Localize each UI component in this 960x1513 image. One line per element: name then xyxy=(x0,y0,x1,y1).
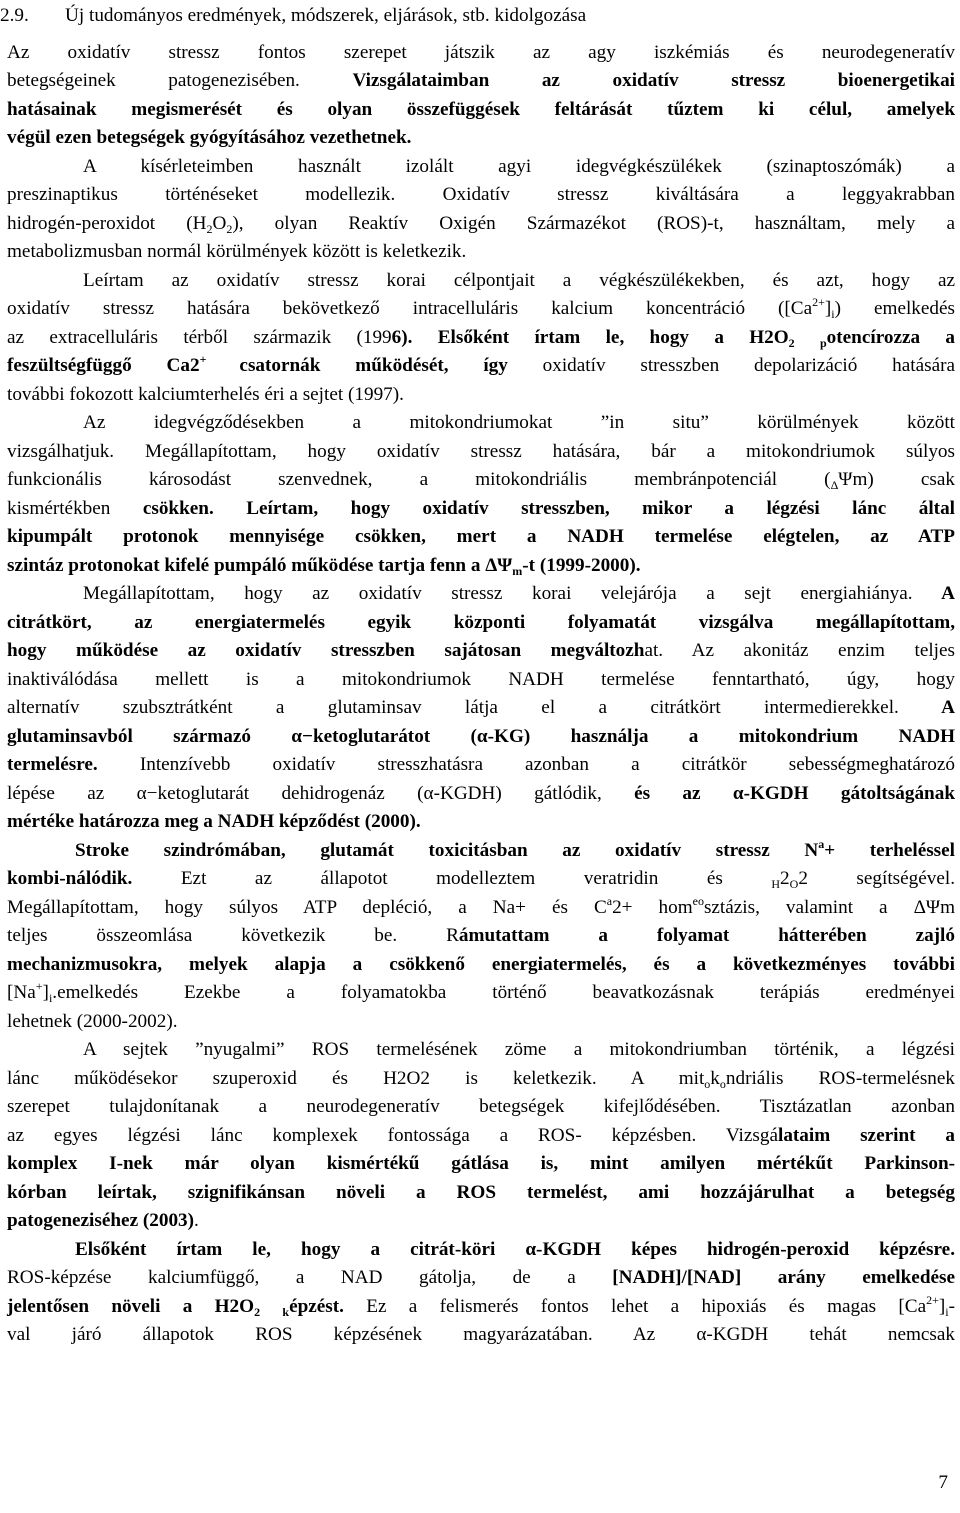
text-line: citrátkört, az energiatermelés egyik központi folyamatát vizsgálva megállapítottam, xyxy=(7,612,955,633)
text-line: alternatív szubsztrátként a glutaminsav látja el a citrátkört intermedierekkel. A xyxy=(7,697,955,718)
text-line: Megállapítottam, hogy súlyos ATP depléció, a Na+ és $C^a2+$ hom$^{eo}$sztázis, valamint a ΔΨm xyxy=(7,894,955,918)
text-line: Az oxidatív stressz fontos szerepet játszik az agy iszkémiás és neurodegeneratív xyxy=(7,42,955,63)
text-line: Megállapítottam, hogy az oxidatív stressz korai velejárója a sejt energiahiánya. A xyxy=(83,583,955,604)
section-title: Új tudományos eredmények, módszerek, eljárások, stb. kidolgozása xyxy=(65,5,587,26)
section-number: 2.9. xyxy=(0,5,29,26)
text-line: mechanizmusokra, melyek alapja a csökkenő energiatermelés, és a következményes további xyxy=(7,954,955,975)
text-line: további fokozott kalciumterhelés éri a sejtet (1997). xyxy=(7,384,404,405)
text-line: Leírtam az oxidatív stressz korai célpontjait a végkészülékekben, és azt, hogy az xyxy=(83,270,955,291)
text-line: szerepet tulajdonítanak a neurodegeneratív betegségek kifejlődésében. Tisztázatlan azonban xyxy=(7,1096,955,1117)
text-line: A sejtek ”nyugalmi” ROS termelésének zöme a mitokondriumban történik, a légzési xyxy=(83,1039,955,1060)
text-line: Az idegvégződésekben a mitokondriumokat ”in situ” körülmények között xyxy=(83,412,955,433)
text-line: $[Na^+]_i.emelkedés$ Ezekbe a folyamatokba történő beavatkozásnak terápiás eredményei xyxy=(7,979,955,1005)
text-line: hatásainak megismerését és olyan összefüggések feltárását tűztem ki célul, amelyek xyxy=(7,99,955,120)
page-number: 7 xyxy=(938,1472,948,1493)
text-line: Elsőként írtam le, hogy a citrát-köri α-KGDH képes hidrogén-peroxid képzésre. xyxy=(75,1239,955,1260)
text-line: hidrogén-peroxidot $(H_2O_2)$, olyan Reaktív Oxigén Származékot (ROS)-t, használtam, mely a xyxy=(7,213,955,236)
text-line: inaktiválódása mellett is a mitokondriumok NADH termelése fenntartható, úgy, hogy xyxy=(7,669,955,690)
text-line: A kísérleteimben használt izolált agyi idegvégkészülékek (szinaptoszómák) a xyxy=(83,156,955,177)
text-line: metabolizmusban normál körülmények között is keletkezik. xyxy=(7,241,467,262)
text-line: kismértékben csökken. Leírtam, hogy oxidatív stresszben, mikor a légzési lánc által xyxy=(7,498,955,519)
text-line: kipumpált protonok mennyisége csökken, mert a NADH termelése elégtelen, az ATP xyxy=(7,526,955,547)
text-line: termelésre. Intenzívebb oxidatív stresszhatásra azonban a citrátkör sebességmeghatározó xyxy=(7,754,955,775)
text-line: komplex I-nek már olyan kismértékű gátlása is, mint amilyen mértékűt Parkinson- xyxy=(7,1153,955,1174)
text-line: funkcionális károsodást szenvednek, a mitokondriális membránpotenciál $(_\Delta\Psi m)$ csak xyxy=(7,469,955,492)
text-line: szintáz protonokat kifelé pumpáló működése tartja fenn a $\Delta\Psi_m-t$ (1999-2000). xyxy=(7,555,641,578)
text-line: patogeneziséhez (2003). xyxy=(7,1210,199,1231)
text-line: oxidatív stressz hatására bekövetkező intracelluláris kalcium koncentráció $([Ca^{2+}]_i)$ emelkedés xyxy=(7,295,955,321)
text-line: val járó állapotok ROS képzésének magyarázatában. Az α-KGDH tehát nemcsak xyxy=(7,1324,955,1345)
text-line: az egyes légzési lánc komplexek fontossága a ROS- képzésben. Vizsgálataim szerint a xyxy=(7,1125,955,1146)
text-line: mértéke határozza meg a NADH képződést (2000). xyxy=(7,811,421,832)
text-line: végül ezen betegségek gyógyításához vezethetnek. xyxy=(7,127,412,148)
text-line: lépése az α−ketoglutarát dehidrogenáz (α-KGDH) gátlódik, és az α-KGDH gátoltságának xyxy=(7,783,955,804)
text-line: glutaminsavból származó α−ketoglutarátot (α-KG) használja a mitokondrium NADH xyxy=(7,726,955,747)
section-heading xyxy=(0,4,586,28)
text-line: betegségeinek patogenezisében. Vizsgálataimban az oxidatív stressz bioenergetikai xyxy=(7,70,956,91)
text-line: lánc működésekor szuperoxid és H2O2 is keletkezik. A $mit_ok_ondriális$ ROS-termelésnek xyxy=(7,1068,955,1091)
text-line: vizsgálhatjuk. Megállapítottam, hogy oxidatív stressz hatására, bár a mitokondriumok súlyos xyxy=(7,441,955,462)
text-line: lehetnek (2000-2002). xyxy=(7,1011,178,1032)
text-line: jelentősen növeli a $H2O_2$ $_k$épzést. Ez a felismerés fontos lehet a hipoxiás és magas $[Ca^{2+}]_i-$ xyxy=(7,1293,956,1319)
text-line: kórban leírtak, szignifikánsan növeli a ROS termelést, ami hozzájárulhat a betegség xyxy=(7,1182,955,1203)
text-line: az extracelluláris térből származik (1996). Elsőként írtam le, hogy a $H2O_2$ $_p$otencírozza a xyxy=(7,327,955,350)
text-line: Stroke szindrómában, glutamát toxicitásban az oxidatív stressz $N^a+$ terheléssel xyxy=(75,837,955,861)
text-line: hogy működése az oxidatív stresszben sajátosan megváltozhat. Az akonitáz enzim teljes xyxy=(7,640,955,661)
text-line: ROS-képzése kalciumfüggő, a NAD gátolja, de a [NADH]/[NAD] arány emelkedése xyxy=(7,1267,955,1288)
text-line: preszinaptikus történéseket modellezik. Oxidatív stressz kiváltására a leggyakrabban xyxy=(7,184,955,205)
text-line: teljes összeomlása következik be. Rámutattam a folyamat hátterében zajló xyxy=(7,925,955,946)
text-line: kombi-nálódik. Ezt az állapotot modelleztem veratridin és $_H2_O2$ segítségével. xyxy=(7,868,955,891)
text-line: feszültségfüggő Ca2+ csatornák működését, így oxidatív stresszben depolarizáció hatására xyxy=(7,352,956,376)
